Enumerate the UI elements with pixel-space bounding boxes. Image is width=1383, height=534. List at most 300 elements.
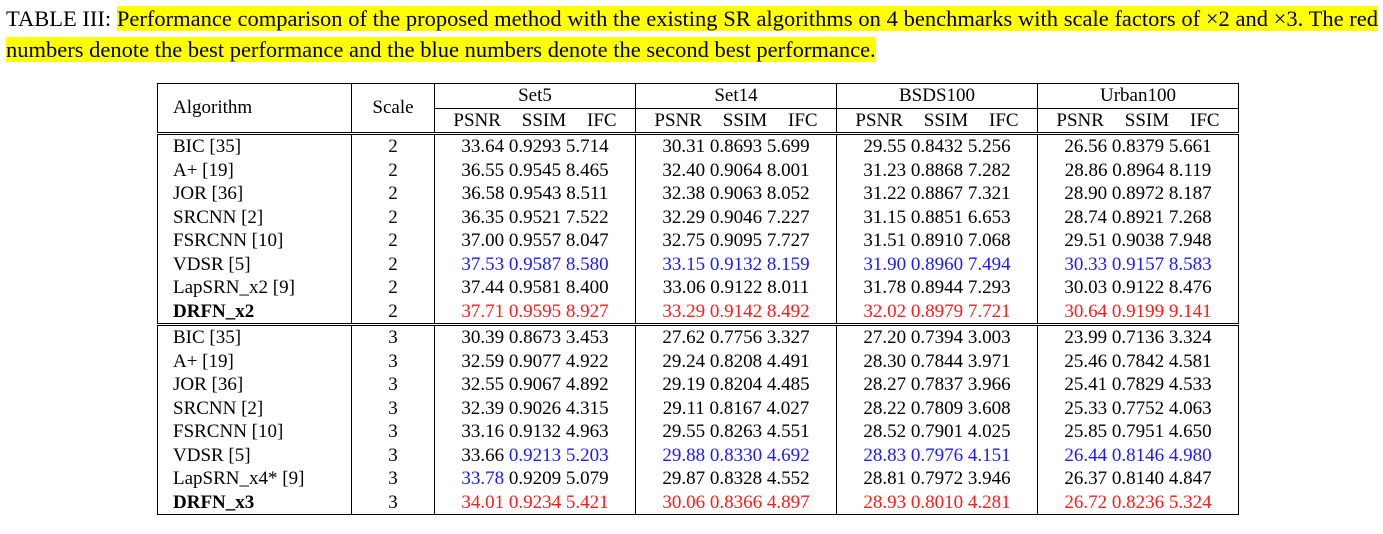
metric-value: 5.699 — [766, 136, 810, 157]
metric-value: 4.027 — [766, 397, 810, 419]
metric-value: 0.9557 — [508, 230, 562, 251]
metric-value: 3.608 — [967, 397, 1011, 419]
metric-value: 0.7951 — [1111, 421, 1165, 442]
dataset-metrics — [435, 373, 636, 397]
metric-value: 0.8867 — [910, 183, 964, 204]
metric-group — [837, 109, 1037, 133]
dataset-metrics — [837, 300, 1038, 325]
header-metrics — [435, 108, 636, 134]
metric-label: PSNR — [654, 109, 702, 131]
metric-value: 32.59 — [461, 350, 505, 372]
metric-value: 32.75 — [662, 230, 706, 251]
metric-value: 8.187 — [1168, 183, 1212, 204]
dataset-metrics — [837, 253, 1038, 277]
metric-value: 0.8328 — [709, 468, 763, 489]
algorithm-name: VDSR [5] — [158, 253, 352, 277]
dataset-metrics — [636, 397, 837, 421]
dataset-metrics — [1038, 300, 1239, 325]
scale-value: 3 — [352, 420, 435, 444]
metric-value: 36.55 — [461, 159, 505, 181]
table-row — [158, 491, 1239, 515]
metric-value: 0.7844 — [910, 350, 964, 372]
dataset-metrics — [435, 134, 636, 159]
metric-value: 8.052 — [766, 183, 810, 204]
algorithm-name: JOR [36] — [158, 182, 352, 206]
table-row — [158, 467, 1239, 491]
metric-value: 0.8379 — [1111, 136, 1165, 157]
dataset-metrics — [435, 444, 636, 468]
metric-value: 0.8972 — [1111, 183, 1165, 204]
metric-value: 29.11 — [662, 397, 705, 419]
metric-value: 3.453 — [565, 327, 609, 348]
metric-value: 29.24 — [662, 350, 706, 372]
metric-value: 8.011 — [767, 277, 810, 298]
dataset-metrics — [435, 182, 636, 206]
metric-value: 5.203 — [565, 444, 609, 466]
metric-value: 8.159 — [766, 253, 810, 275]
table-row — [158, 420, 1239, 444]
metric-value: 5.661 — [1168, 136, 1212, 157]
metric-value: 0.8204 — [709, 374, 763, 395]
metric-value: 7.268 — [1168, 206, 1212, 228]
table-row — [158, 159, 1239, 183]
dataset-metrics — [435, 229, 636, 253]
dataset-metrics — [1038, 491, 1239, 515]
dataset-metrics — [636, 300, 837, 325]
metric-label: SSIM — [521, 109, 567, 131]
metric-value: 0.8944 — [910, 277, 964, 298]
scale-value: 2 — [352, 134, 435, 159]
dataset-metrics — [636, 134, 837, 159]
metric-label: IFC — [587, 109, 617, 131]
metric-label: IFC — [1190, 109, 1220, 131]
metric-value: 25.33 — [1064, 397, 1108, 419]
metric-value: 30.39 — [461, 327, 505, 348]
metric-value: 7.494 — [967, 253, 1011, 275]
metric-value: 0.7842 — [1111, 350, 1165, 372]
metric-value: 0.9077 — [508, 350, 562, 372]
metric-value: 32.29 — [662, 206, 706, 228]
dataset-metrics — [837, 467, 1038, 491]
dataset-metrics — [636, 350, 837, 374]
metric-value: 34.01 — [461, 491, 505, 513]
algorithm-name: DRFN_x3 — [158, 491, 352, 515]
metric-value: 7.282 — [967, 159, 1011, 181]
dataset-metrics — [435, 206, 636, 230]
metric-value: 5.256 — [967, 136, 1011, 157]
dataset-metrics — [435, 350, 636, 374]
metric-value: 33.15 — [662, 253, 706, 275]
scale-value: 2 — [352, 206, 435, 230]
dataset-metrics — [1038, 350, 1239, 374]
metric-value: 6.653 — [967, 206, 1011, 228]
metric-value: 0.9095 — [709, 230, 763, 251]
metric-value: 30.31 — [662, 136, 706, 157]
metric-value: 4.533 — [1168, 374, 1212, 395]
dataset-metrics — [636, 182, 837, 206]
scale-value: 2 — [352, 253, 435, 277]
algorithm-name: LapSRN_x4* [9] — [158, 467, 352, 491]
scale-value: 3 — [352, 491, 435, 515]
metric-value: 8.927 — [565, 300, 609, 322]
algorithm-name: JOR [36] — [158, 373, 352, 397]
header-metrics — [1038, 108, 1239, 134]
scale-value: 2 — [352, 159, 435, 183]
metric-value: 3.327 — [766, 327, 810, 348]
metric-value: 0.7972 — [910, 468, 964, 489]
metric-value: 28.74 — [1064, 206, 1108, 228]
header-dataset: Urban100 — [1038, 84, 1239, 109]
table-row — [158, 397, 1239, 421]
table-row — [158, 300, 1239, 325]
metric-value: 8.476 — [1168, 277, 1212, 298]
metric-value: 7.721 — [967, 300, 1011, 322]
table-caption — [6, 3, 1378, 65]
metric-value: 0.8921 — [1111, 206, 1165, 228]
scale-value: 3 — [352, 373, 435, 397]
metric-label: IFC — [989, 109, 1019, 131]
metric-value: 33.16 — [461, 421, 505, 442]
metric-value: 28.27 — [863, 374, 907, 395]
scale-value: 3 — [352, 467, 435, 491]
metric-group — [636, 109, 836, 133]
metric-value: 4.551 — [766, 421, 810, 442]
metric-label: PSNR — [453, 109, 501, 131]
dataset-metrics — [636, 373, 837, 397]
metric-value: 0.7837 — [910, 374, 964, 395]
metric-value: 7.227 — [766, 206, 810, 228]
metric-value: 0.7976 — [910, 444, 964, 466]
dataset-metrics — [1038, 373, 1239, 397]
dataset-metrics — [837, 159, 1038, 183]
metric-value: 4.922 — [565, 350, 609, 372]
metric-value: 31.51 — [863, 230, 907, 251]
caption-text: Performance comparison of the proposed method with the existing SR algorithms on 4 benchmarks with scale factors of ×2 and ×3. The red numbers denote the best performance and the blue numbers denote the second best performance. — [6, 6, 1379, 62]
metric-value: 7.321 — [967, 183, 1011, 204]
dataset-metrics — [636, 206, 837, 230]
metric-value: 4.281 — [967, 491, 1011, 513]
metric-value: 8.465 — [565, 159, 609, 181]
metric-value: 8.511 — [566, 183, 609, 204]
header-metrics — [837, 108, 1038, 134]
dataset-metrics — [636, 229, 837, 253]
metric-value: 0.8263 — [709, 421, 763, 442]
metric-value: 7.948 — [1168, 230, 1212, 251]
metric-value: 0.9064 — [709, 159, 763, 181]
metric-value: 30.06 — [662, 491, 706, 513]
metric-value: 0.9067 — [508, 374, 562, 395]
dataset-metrics — [636, 276, 837, 300]
dataset-metrics — [837, 397, 1038, 421]
dataset-metrics — [636, 325, 837, 350]
algorithm-name: FSRCNN [10] — [158, 229, 352, 253]
metric-value: 0.8851 — [910, 206, 964, 228]
metric-value: 36.58 — [461, 183, 505, 204]
metric-value: 32.02 — [863, 300, 907, 322]
table-row — [158, 134, 1239, 159]
metric-value: 26.72 — [1064, 491, 1108, 513]
metric-value: 0.9046 — [709, 206, 763, 228]
metric-value: 0.9132 — [508, 421, 562, 442]
dataset-metrics — [435, 253, 636, 277]
metric-value: 8.400 — [565, 277, 609, 298]
table-row — [158, 206, 1239, 230]
algorithm-name: SRCNN [2] — [158, 206, 352, 230]
dataset-metrics — [1038, 253, 1239, 277]
algorithm-name: DRFN_x2 — [158, 300, 352, 325]
metric-value: 0.8208 — [709, 350, 763, 372]
metric-value: 8.047 — [565, 230, 609, 251]
metric-value: 26.56 — [1064, 136, 1108, 157]
metric-value: 31.90 — [863, 253, 907, 275]
metric-value: 23.99 — [1064, 327, 1108, 348]
metric-value: 0.8868 — [910, 159, 964, 181]
header-dataset: Set14 — [636, 84, 837, 109]
metric-value: 27.62 — [662, 327, 706, 348]
metric-value: 8.583 — [1168, 253, 1212, 275]
metric-value: 0.9142 — [709, 300, 763, 322]
metric-value: 33.06 — [662, 277, 706, 298]
algorithm-name: A+ [19] — [158, 350, 352, 374]
metric-label: PSNR — [1056, 109, 1104, 131]
metric-value: 0.9063 — [709, 183, 763, 204]
metric-value: 37.44 — [461, 277, 505, 298]
metric-label: SSIM — [923, 109, 969, 131]
dataset-metrics — [636, 420, 837, 444]
dataset-metrics — [837, 444, 1038, 468]
dataset-metrics — [1038, 206, 1239, 230]
metric-value: 0.9595 — [508, 300, 562, 322]
dataset-metrics — [837, 325, 1038, 350]
metric-value: 8.119 — [1169, 159, 1212, 181]
metric-value: 4.315 — [565, 397, 609, 419]
metric-value: 0.9122 — [1111, 277, 1165, 298]
metric-value: 0.9213 — [508, 444, 562, 466]
metric-value: 25.46 — [1064, 350, 1108, 372]
algorithm-name: BIC [35] — [158, 325, 352, 350]
dataset-metrics — [435, 420, 636, 444]
metric-value: 4.025 — [967, 421, 1011, 442]
metric-value: 4.897 — [766, 491, 810, 513]
metric-value: 31.15 — [863, 206, 907, 228]
metric-value: 0.7752 — [1111, 397, 1165, 419]
dataset-metrics — [435, 397, 636, 421]
metric-value: 32.38 — [662, 183, 706, 204]
dataset-metrics — [837, 373, 1038, 397]
dataset-metrics — [837, 350, 1038, 374]
dataset-metrics — [636, 467, 837, 491]
dataset-metrics — [837, 134, 1038, 159]
metric-value: 0.9545 — [508, 159, 562, 181]
header-metrics — [636, 108, 837, 134]
algorithm-name: FSRCNN [10] — [158, 420, 352, 444]
metric-value: 0.9038 — [1111, 230, 1165, 251]
metric-value: 31.23 — [863, 159, 907, 181]
header-dataset: BSDS100 — [837, 84, 1038, 109]
metric-value: 29.51 — [1064, 230, 1108, 251]
metric-value: 8.580 — [565, 253, 609, 275]
algorithm-name: BIC [35] — [158, 134, 352, 159]
metric-label: SSIM — [722, 109, 768, 131]
dataset-metrics — [1038, 276, 1239, 300]
table-row — [158, 350, 1239, 374]
scale-value: 3 — [352, 397, 435, 421]
metric-value: 0.8366 — [709, 491, 763, 513]
metric-value: 28.81 — [863, 468, 907, 489]
metric-value: 0.9234 — [508, 491, 562, 513]
dataset-metrics — [435, 467, 636, 491]
metric-value: 29.55 — [662, 421, 706, 442]
dataset-metrics — [636, 159, 837, 183]
metric-value: 30.64 — [1064, 300, 1108, 322]
metric-value: 5.079 — [565, 468, 609, 489]
dataset-metrics — [435, 325, 636, 350]
metric-group — [1038, 109, 1238, 133]
metric-value: 31.78 — [863, 277, 907, 298]
metric-value: 0.8960 — [910, 253, 964, 275]
dataset-metrics — [1038, 397, 1239, 421]
metric-value: 0.8010 — [910, 491, 964, 513]
metric-value: 0.8140 — [1111, 468, 1165, 489]
metric-value: 4.552 — [766, 468, 810, 489]
metric-value: 4.847 — [1168, 468, 1212, 489]
metric-value: 25.85 — [1064, 421, 1108, 442]
metric-value: 29.55 — [863, 136, 907, 157]
dataset-metrics — [435, 300, 636, 325]
metric-value: 0.8979 — [910, 300, 964, 322]
scale-value: 2 — [352, 300, 435, 325]
dataset-metrics — [1038, 182, 1239, 206]
metric-value: 30.03 — [1064, 277, 1108, 298]
metric-value: 36.35 — [461, 206, 505, 228]
metric-value: 4.692 — [766, 444, 810, 466]
scale-value: 2 — [352, 182, 435, 206]
dataset-metrics — [837, 206, 1038, 230]
metric-value: 37.53 — [461, 253, 505, 275]
metric-value: 28.86 — [1064, 159, 1108, 181]
dataset-metrics — [636, 253, 837, 277]
metric-value: 29.87 — [662, 468, 706, 489]
metric-value: 0.7829 — [1111, 374, 1165, 395]
metric-value: 30.33 — [1064, 253, 1108, 275]
metric-value: 37.00 — [461, 230, 505, 251]
metric-value: 4.485 — [766, 374, 810, 395]
dataset-metrics — [1038, 325, 1239, 350]
metric-value: 0.9122 — [710, 277, 763, 298]
metric-value: 26.44 — [1064, 444, 1108, 466]
metric-value: 4.980 — [1168, 444, 1212, 466]
metric-value: 28.30 — [863, 350, 907, 372]
dataset-metrics — [435, 276, 636, 300]
dataset-metrics — [837, 182, 1038, 206]
metric-value: 0.7756 — [709, 327, 763, 348]
metric-value: 4.581 — [1168, 350, 1212, 372]
metric-value: 0.9026 — [508, 397, 562, 419]
dataset-metrics — [435, 159, 636, 183]
algorithm-name: LapSRN_x2 [9] — [158, 276, 352, 300]
metric-value: 0.8146 — [1111, 444, 1165, 466]
table-row — [158, 373, 1239, 397]
metric-value: 0.8693 — [709, 136, 763, 157]
metric-value: 0.7136 — [1111, 327, 1165, 348]
metric-value: 0.9132 — [709, 253, 763, 275]
scale-value: 2 — [352, 276, 435, 300]
metric-value: 8.001 — [766, 159, 810, 181]
metric-value: 0.7901 — [910, 421, 964, 442]
metric-value: 37.71 — [461, 300, 505, 322]
metric-value: 28.93 — [863, 491, 907, 513]
scale-value: 3 — [352, 350, 435, 374]
header-row-datasets — [158, 84, 1239, 109]
scale-value: 2 — [352, 229, 435, 253]
metric-value: 7.727 — [766, 230, 810, 251]
header-scale: Scale — [352, 84, 435, 134]
metric-value: 0.9543 — [509, 183, 562, 204]
metric-value: 4.963 — [565, 421, 609, 442]
metric-label: PSNR — [855, 109, 903, 131]
metric-value: 0.7394 — [910, 327, 964, 348]
scale-value: 3 — [352, 444, 435, 468]
metric-value: 28.83 — [863, 444, 907, 466]
metric-value: 0.8673 — [508, 327, 562, 348]
algorithm-name: A+ [19] — [158, 159, 352, 183]
dataset-metrics — [636, 491, 837, 515]
header-dataset: Set5 — [435, 84, 636, 109]
metric-value: 0.9587 — [508, 253, 562, 275]
dataset-metrics — [837, 229, 1038, 253]
dataset-metrics — [1038, 420, 1239, 444]
metric-value: 0.9209 — [508, 468, 562, 489]
metric-value: 29.19 — [662, 374, 706, 395]
metric-value: 29.88 — [662, 444, 706, 466]
header-algorithm: Algorithm — [158, 84, 352, 134]
metric-value: 0.8432 — [910, 136, 964, 157]
metric-value: 0.9293 — [508, 136, 562, 157]
metric-value: 4.892 — [565, 374, 609, 395]
metric-value: 7.068 — [967, 230, 1011, 251]
metric-value: 4.063 — [1168, 397, 1212, 419]
results-table — [157, 83, 1239, 515]
metric-value: 33.66 — [461, 444, 505, 466]
metric-value: 3.966 — [967, 374, 1011, 395]
metric-value: 0.9199 — [1111, 300, 1165, 322]
dataset-metrics — [1038, 159, 1239, 183]
metric-value: 7.522 — [565, 206, 609, 228]
metric-value: 33.29 — [662, 300, 706, 322]
metric-value: 0.8964 — [1112, 159, 1165, 181]
metric-value: 3.003 — [967, 327, 1011, 348]
metric-label: SSIM — [1124, 109, 1170, 131]
caption-label: TABLE III: — [6, 6, 112, 31]
metric-value: 0.9581 — [508, 277, 562, 298]
scale-value: 3 — [352, 325, 435, 350]
metric-value: 5.421 — [565, 491, 609, 513]
dataset-metrics — [837, 276, 1038, 300]
dataset-metrics — [636, 444, 837, 468]
metric-value: 32.40 — [662, 159, 706, 181]
metric-value: 3.946 — [967, 468, 1011, 489]
table-row — [158, 229, 1239, 253]
metric-value: 5.714 — [565, 136, 609, 157]
metric-value: 32.55 — [461, 374, 505, 395]
dataset-metrics — [1038, 444, 1239, 468]
dataset-metrics — [1038, 134, 1239, 159]
table-row — [158, 182, 1239, 206]
metric-value: 0.8236 — [1111, 491, 1165, 513]
metric-value: 9.141 — [1168, 300, 1212, 322]
metric-value: 28.52 — [863, 421, 907, 442]
metric-value: 0.8167 — [709, 397, 762, 419]
